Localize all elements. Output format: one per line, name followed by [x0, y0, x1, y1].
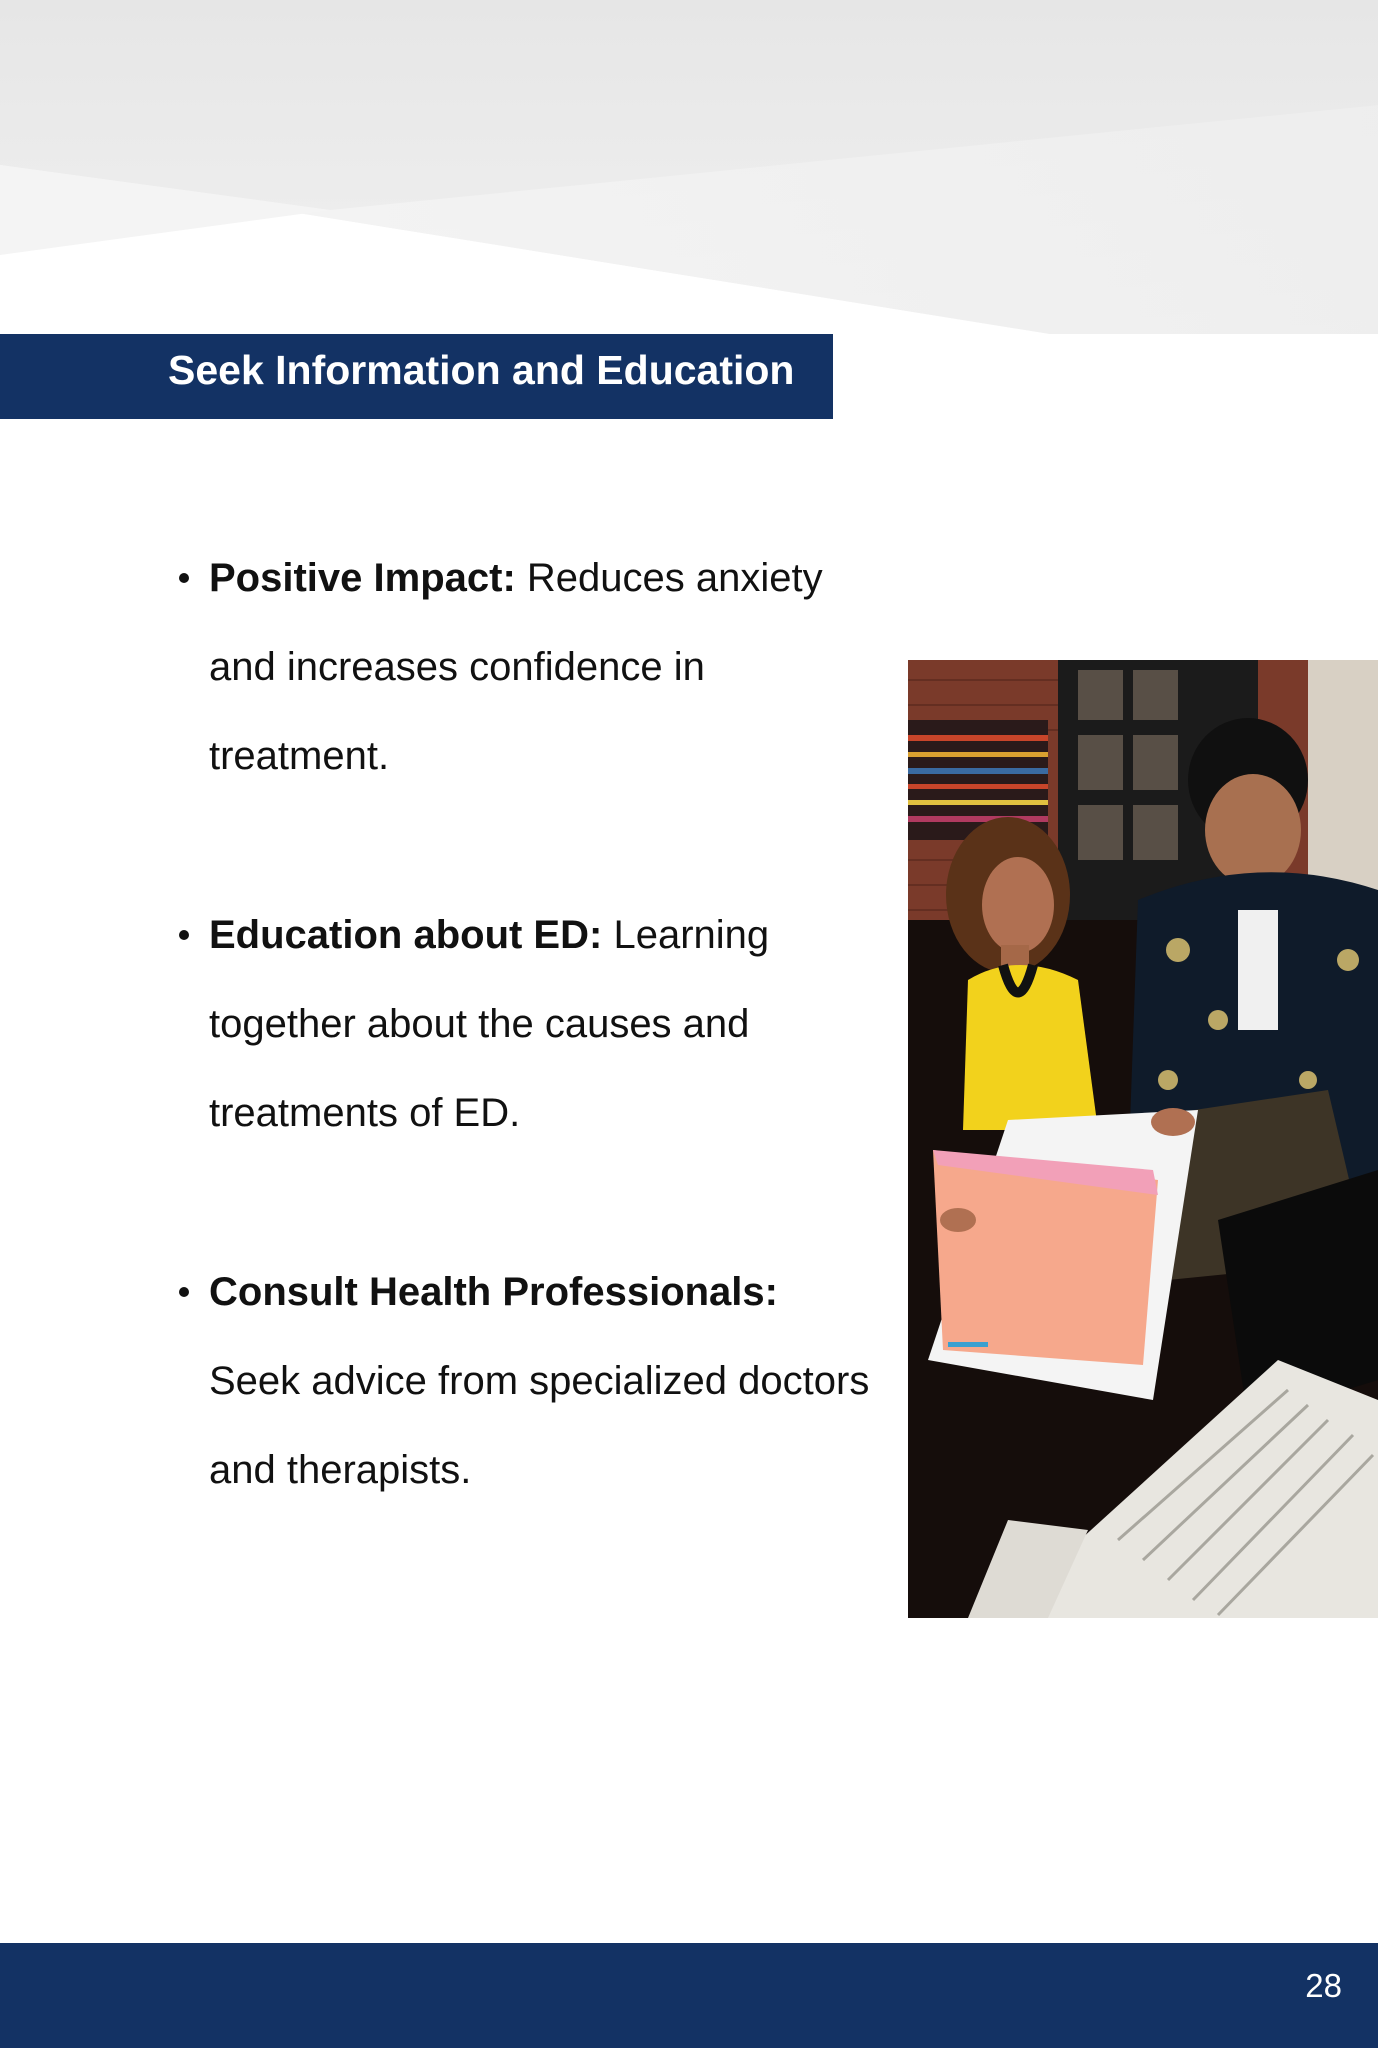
bullet-label: Positive Impact: [209, 556, 516, 600]
section-title-bar [0, 334, 833, 419]
footer-bar [0, 1943, 1378, 2048]
bullet-list [160, 534, 880, 1605]
couple-reading-documents-photo [908, 660, 1378, 1618]
header-background-decoration [0, 0, 1378, 340]
bullet-text: Learning together about the causes and treatments of ED. [209, 913, 770, 1135]
bullet-item-positive-impact [160, 534, 880, 801]
bullet-dot-icon [179, 1287, 189, 1297]
bullet-text: Reduces anxiety and increases confidence in treatment. [209, 556, 823, 778]
section-title: Seek Information and Education [168, 347, 795, 393]
bullet-item-consult-health-professionals [160, 1248, 880, 1515]
bullet-label: Education about ED: [209, 913, 603, 957]
bullet-dot-icon [179, 573, 189, 583]
photo-illustration [908, 660, 1378, 1618]
bullet-dot-icon [179, 930, 189, 940]
page-number: 28 [1305, 1967, 1342, 2004]
bullet-item-education-about-ed [160, 891, 880, 1158]
bullet-text: Seek advice from specialized doctors and therapists. [209, 1359, 870, 1492]
bullet-label: Consult Health Professionals: [209, 1270, 778, 1314]
